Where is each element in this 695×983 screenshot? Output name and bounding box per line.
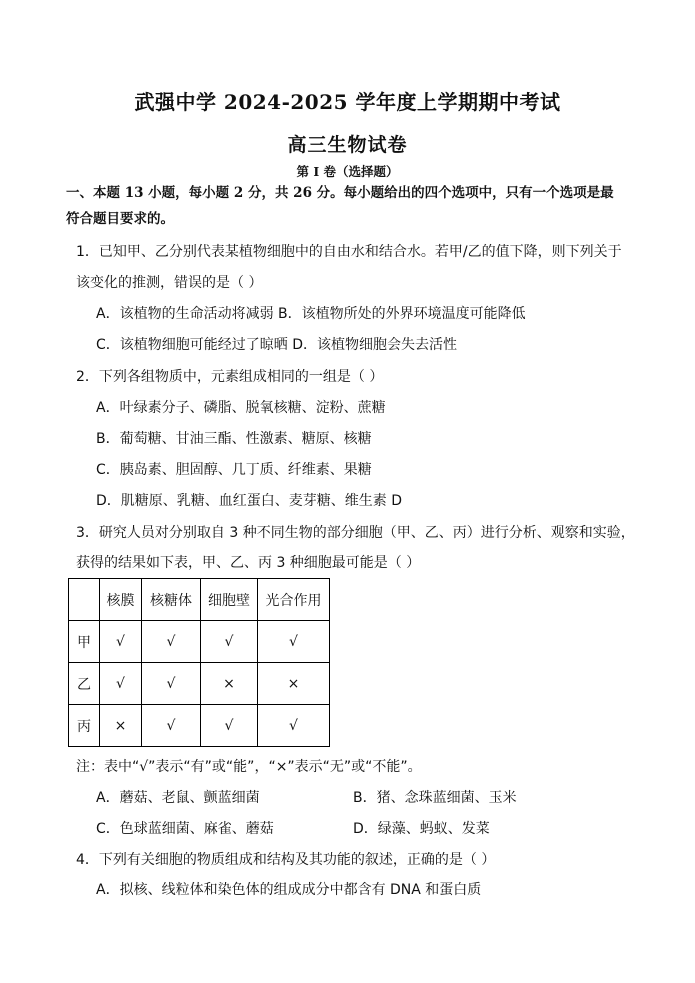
q4-option-a: A．拟核、线粒体和染色体的组成成分中都含有 DNA 和蛋白质	[96, 882, 482, 898]
table-row	[69, 663, 330, 705]
instructions-line-1: 一、本题 13 小题，每小题 2 分，共 26 分。每小题给出的四个选项中，只有一个选项是最	[66, 185, 614, 201]
table-cell: √	[142, 663, 201, 705]
table-cell: √	[100, 663, 142, 705]
table-cell: √	[142, 705, 201, 747]
q3-stem-line-2: 获得的结果如下表，甲、乙、丙 3 种细胞最可能是（ ）	[76, 555, 421, 571]
table-cell: √	[201, 705, 258, 747]
table-row	[69, 621, 330, 663]
q2-option-c: C．胰岛素、胆固醇、几丁质、纤维素、果糖	[96, 462, 372, 478]
table-header-cell: 细胞壁	[201, 579, 258, 621]
q1-options-row-2: C．该植物细胞可能经过了晾晒 D．该植物细胞会失去活性	[96, 337, 458, 353]
q1-stem-line-2: 该变化的推测，错误的是（ ）	[76, 275, 263, 291]
table-header-cell	[69, 579, 100, 621]
q3-option-a: A．蘑菇、老鼠、颤蓝细菌	[96, 790, 260, 806]
q2-stem: 2．下列各组物质中，元素组成相同的一组是（ ）	[76, 369, 384, 385]
q3-stem-line-1: 3．研究人员对分别取自 3 种不同生物的部分细胞（甲、乙、丙）进行分析、观察和实验，	[76, 525, 635, 541]
q1-stem-line-1: 1．已知甲、乙分别代表某植物细胞中的自由水和结合水。若甲/乙的值下降，则下列关于	[76, 244, 622, 260]
table-header-cell: 光合作用	[258, 579, 330, 621]
table-header-cell: 核膜	[100, 579, 142, 621]
table-cell: √	[258, 621, 330, 663]
q4-stem: 4．下列有关细胞的物质组成和结构及其功能的叙述，正确的是（ ）	[76, 852, 496, 868]
q3-option-d: D．绿藻、蚂蚁、发菜	[353, 821, 490, 837]
table-cell: √	[100, 621, 142, 663]
table-cell: 甲	[69, 621, 100, 663]
exam-subtitle: 高三生物试卷	[287, 134, 408, 156]
table-cell: 乙	[69, 663, 100, 705]
table-header-cell: 核糖体	[142, 579, 201, 621]
cell-comparison-table	[68, 578, 330, 747]
q2-option-a: A．叶绿素分子、磷脂、脱氧核糖、淀粉、蔗糖	[96, 400, 386, 416]
q2-option-b: B．葡萄糖、甘油三酯、性激素、糖原、核糖	[96, 431, 372, 447]
table-cell: √	[258, 705, 330, 747]
q2-option-d: D．肌糖原、乳糖、血红蛋白、麦芽糖、维生素 D	[96, 493, 403, 509]
table-cell: 丙	[69, 705, 100, 747]
table-row	[69, 705, 330, 747]
table-cell: ×	[201, 663, 258, 705]
table-header-row	[69, 579, 330, 621]
table-note: 注：表中“√”表示“有”或“能”，“×”表示“无”或“不能”。	[76, 759, 422, 775]
instructions-line-2: 符合题目要求的。	[66, 211, 174, 227]
q3-option-c: C．色球蓝细菌、麻雀、蘑菇	[96, 821, 274, 837]
section-heading: 第 I 卷（选择题）	[296, 164, 399, 179]
q1-options-row-1: A．该植物的生命活动将减弱 B．该植物所处的外界环境温度可能降低	[96, 306, 526, 322]
table-cell: ×	[100, 705, 142, 747]
table-cell: ×	[258, 663, 330, 705]
exam-title: 武强中学 2024-2025 学年度上学期期中考试	[134, 90, 561, 114]
table-cell: √	[201, 621, 258, 663]
table-cell: √	[142, 621, 201, 663]
q3-option-b: B．猪、念珠蓝细菌、玉米	[353, 790, 517, 806]
